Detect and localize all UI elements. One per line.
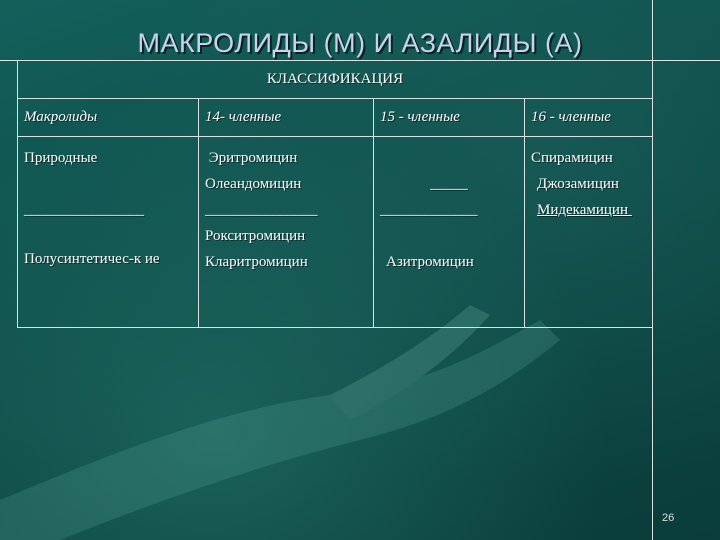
classification-header: КЛАССИФИКАЦИЯ — [18, 61, 653, 99]
members-16-cell — [525, 137, 653, 328]
column-header-16: 16 - членные — [525, 99, 653, 137]
blank-line: _____ — [430, 176, 468, 192]
category-semisynthetic: Полусинтетичес-к ие — [24, 251, 160, 267]
column-header-14: 14- членные — [199, 99, 374, 137]
blank-line: _____________ — [380, 202, 478, 218]
spacer — [24, 171, 192, 197]
drug-spiramycin: Спирамицин — [531, 150, 613, 166]
category-blank: ________________ — [24, 202, 144, 218]
members-15-cell — [374, 137, 525, 328]
drug-azithromycin: Азитромицин — [386, 254, 474, 270]
drug-oleandomycin: Олеандомицин — [205, 176, 302, 192]
spacer — [24, 223, 192, 249]
classification-table — [17, 60, 653, 328]
drug-clarithromycin: Кларитромицин — [205, 254, 308, 270]
column-header-macrolides: Макролиды — [18, 99, 199, 137]
slide-title: МАКРОЛИДЫ (М) И АЗАЛИДЫ (А) — [137, 28, 583, 58]
blank-line: _______________ — [205, 202, 318, 218]
spacer — [380, 145, 518, 171]
drug-midecamycin: Мидекамицин — [537, 202, 632, 218]
category-cell — [18, 137, 199, 328]
drug-erythromycin: Эритромицин — [205, 150, 298, 166]
table-body-row — [18, 137, 653, 328]
background-hands-decoration — [0, 300, 720, 540]
drug-josamycin: Джозамицин — [537, 176, 619, 192]
drug-roxithromycin: Рокситромицин — [205, 228, 306, 244]
table-header-row — [18, 61, 653, 99]
table-columns-row — [18, 99, 653, 137]
category-natural: Природные — [24, 150, 98, 166]
page-number: 26 — [662, 512, 675, 524]
column-header-15: 15 - членные — [374, 99, 525, 137]
spacer — [380, 223, 518, 249]
members-14-cell — [199, 137, 374, 328]
